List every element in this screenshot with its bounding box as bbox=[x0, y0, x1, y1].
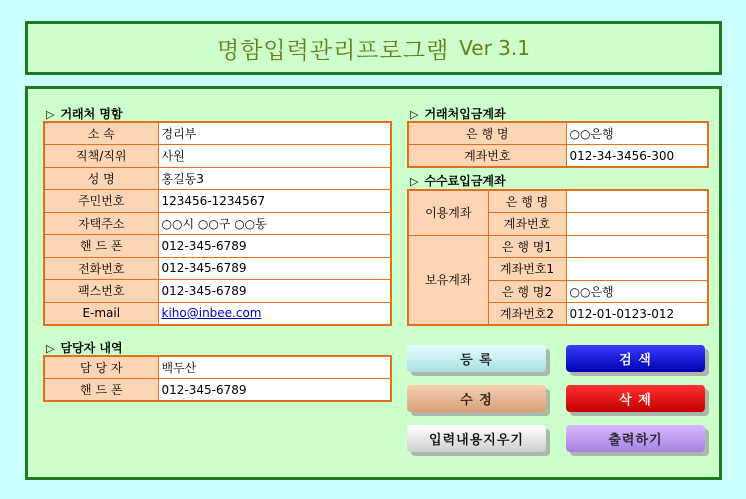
field-label: 은 행 명 bbox=[408, 122, 566, 145]
position-field[interactable]: 사원 bbox=[158, 145, 391, 168]
home-address-field[interactable]: ○○시 ○○구 ○○동 bbox=[158, 212, 391, 235]
table-row bbox=[44, 212, 391, 235]
triangle-right-icon: ▷ bbox=[410, 175, 419, 188]
table-row bbox=[44, 280, 391, 303]
client-card-table bbox=[43, 121, 392, 326]
client-account-heading-label: 거래처입금계좌 bbox=[424, 107, 506, 121]
field-label: 소 속 bbox=[44, 122, 158, 145]
table-row bbox=[408, 235, 708, 258]
fax-field[interactable]: 012-345-6789 bbox=[158, 280, 391, 303]
client-account-table bbox=[407, 121, 709, 168]
field-label: 계좌번호1 bbox=[488, 258, 566, 281]
field-label: 은 행 명1 bbox=[488, 235, 566, 258]
email-link[interactable]: kiho@inbee.com bbox=[161, 306, 262, 320]
client-account-number-field[interactable]: 012-34-3456-300 bbox=[566, 145, 708, 168]
table-row bbox=[408, 122, 708, 145]
field-label: 핸 드 폰 bbox=[44, 379, 158, 402]
table-row bbox=[44, 379, 391, 402]
fee-account-heading-label: 수수료입금계좌 bbox=[424, 174, 506, 188]
group-label-hold: 보유계좌 bbox=[408, 235, 488, 325]
hold-account1-field[interactable] bbox=[566, 258, 708, 281]
field-label: E-mail bbox=[44, 302, 158, 325]
table-row bbox=[44, 257, 391, 280]
field-label: 핸 드 폰 bbox=[44, 235, 158, 258]
field-label: 팩스번호 bbox=[44, 280, 158, 303]
table-row bbox=[408, 145, 708, 168]
field-label: 주민번호 bbox=[44, 190, 158, 213]
name-field[interactable]: 홍길동3 bbox=[158, 167, 391, 190]
field-label: 자택주소 bbox=[44, 212, 158, 235]
field-label: 계좌번호2 bbox=[488, 303, 566, 326]
manager-mobile-field[interactable]: 012-345-6789 bbox=[158, 379, 391, 402]
use-bank-field[interactable] bbox=[566, 190, 708, 213]
search-button[interactable]: 검 색 bbox=[566, 345, 705, 372]
fee-account-heading bbox=[410, 172, 506, 189]
manager-heading bbox=[46, 339, 123, 356]
field-label: 직책/직위 bbox=[44, 145, 158, 168]
email-field[interactable] bbox=[158, 302, 391, 325]
field-label: 성 명 bbox=[44, 167, 158, 190]
department-field[interactable]: 경리부 bbox=[158, 122, 391, 145]
client-card-heading bbox=[46, 105, 123, 122]
table-row bbox=[44, 122, 391, 145]
triangle-right-icon: ▷ bbox=[410, 108, 419, 121]
mobile-field[interactable]: 012-345-6789 bbox=[158, 235, 391, 258]
table-row bbox=[408, 190, 708, 213]
hold-bank2-field[interactable]: ○○은행 bbox=[566, 280, 708, 303]
client-account-heading bbox=[410, 105, 506, 122]
hold-bank1-field[interactable] bbox=[566, 235, 708, 258]
clear-input-button[interactable]: 입력내용지우기 bbox=[407, 425, 546, 452]
triangle-right-icon: ▷ bbox=[46, 342, 55, 355]
field-label: 은 행 명2 bbox=[488, 280, 566, 303]
client-bank-field[interactable]: ○○은행 bbox=[566, 122, 708, 145]
print-button[interactable]: 출력하기 bbox=[566, 425, 705, 452]
group-label-use: 이용계좌 bbox=[408, 190, 488, 235]
delete-button[interactable]: 삭 제 bbox=[566, 385, 705, 412]
field-label: 계좌번호 bbox=[488, 213, 566, 236]
field-label: 계좌번호 bbox=[408, 145, 566, 168]
edit-button[interactable]: 수 정 bbox=[407, 385, 546, 412]
table-row bbox=[44, 145, 391, 168]
resident-number-field[interactable]: 123456-1234567 bbox=[158, 190, 391, 213]
app-version: Ver 3.1 bbox=[459, 36, 530, 60]
hold-account2-field[interactable]: 012-01-0123-012 bbox=[566, 303, 708, 326]
use-account-number-field[interactable] bbox=[566, 213, 708, 236]
phone-field[interactable]: 012-345-6789 bbox=[158, 257, 391, 280]
table-row bbox=[44, 167, 391, 190]
register-button[interactable]: 등 록 bbox=[407, 345, 546, 372]
client-card-heading-label: 거래처 명함 bbox=[60, 107, 123, 121]
main-panel bbox=[25, 86, 722, 480]
table-row bbox=[44, 302, 391, 325]
manager-name-field[interactable]: 백두산 bbox=[158, 356, 391, 379]
field-label: 은 행 명 bbox=[488, 190, 566, 213]
table-row bbox=[44, 190, 391, 213]
table-row bbox=[44, 356, 391, 379]
fee-account-table bbox=[407, 189, 709, 326]
field-label: 전화번호 bbox=[44, 257, 158, 280]
manager-heading-label: 담당자 내역 bbox=[60, 341, 123, 355]
app-title: 명함입력관리프로그램 bbox=[216, 37, 450, 64]
manager-table bbox=[43, 355, 392, 402]
title-banner bbox=[25, 21, 722, 75]
table-row bbox=[44, 235, 391, 258]
triangle-right-icon: ▷ bbox=[46, 108, 55, 121]
field-label: 담 당 자 bbox=[44, 356, 158, 379]
